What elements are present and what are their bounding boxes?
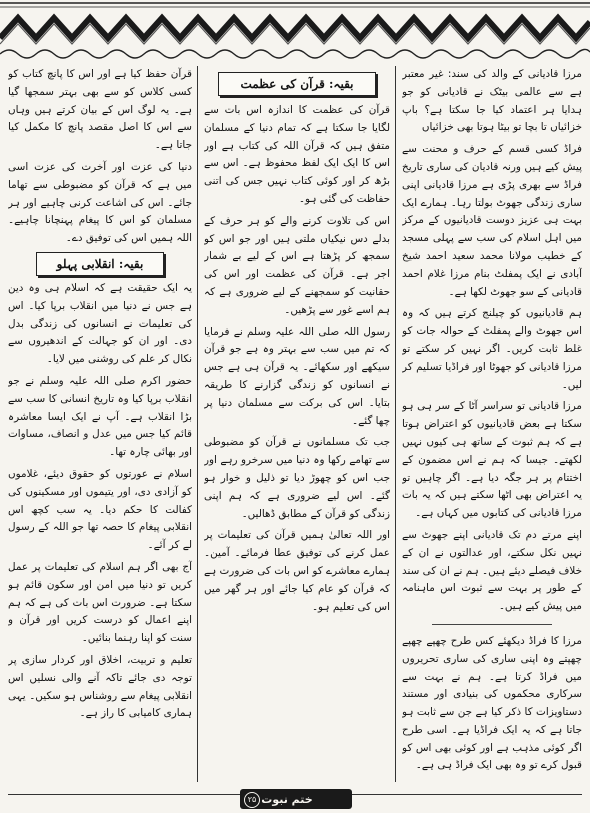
middle-column <box>204 66 390 782</box>
left-column <box>8 66 192 782</box>
paragraph: رسول اللہ صلی اللہ علیہ وسلم نے فرمایا کہ تم میں سب سے بہتر وہ ہے جو قرآن سیکھے اور سکھائے۔ یہ قرآن ہی ہے جس نے انسانوں کو زندگی گزارنے کا طریقہ بتایا۔ اس کی برکت سے مسلمان دنیا پر چھا گئے۔ <box>204 325 390 427</box>
paragraph: دنیا کی عزت اور آخرت کی عزت اسی میں ہے کہ قرآن کو مضبوطی سے تھاما جائے۔ اس کی اشاعت کرنی چاہیے اور ہر مسلمان کو اس کا پیغام پہنچانا چاہیے۔ اللہ ہمیں اس کی توفیق دے۔ <box>8 160 192 245</box>
zigzag-header-ornament <box>0 0 590 62</box>
paragraph: اور اللہ تعالیٰ ہمیں قرآن کی تعلیمات پر عمل کرنے کی توفیق عطا فرمائے۔ آمین۔ ہمارے معاشرے کو اس بات کی ضرورت ہے کہ قرآن کو عام کیا جائے اور ہر گھر میں اس کی تعلیم ہو۔ <box>204 529 390 613</box>
paragraph: یہ ایک حقیقت ہے کہ اسلام ہی وہ دین ہے جس نے دنیا میں انقلاب برپا کیا۔ اس کی تعلیمات نے انسانوں کی زندگی بدل دی۔ اور ان کو جہالت کے اندھیروں سے نکال کر علم کی روشنی میں لایا۔ <box>8 281 192 366</box>
paragraph: تعلیم و تربیت، اخلاق اور کردار سازی پر توجہ دی جائے تاکہ آنے والی نسلیں اس انقلابی پیغام سے روشناس ہو سکیں۔ یہی ہماری کامیابی کا راز ہے۔ <box>8 653 192 720</box>
column-rule <box>395 66 396 782</box>
column-rule <box>197 66 198 782</box>
paragraph: قرآن حفظ کیا ہے اور اس کا پانچ کتاب کو کسی کلاس کو سے بھی بہتر سمجھا گیا ہے۔ یہ لوگ اس کے بیان کرتے ہیں وہاں سے اس کا اصل مقصد پانچ کا مکمل کیا جاتا ہے۔ <box>8 68 192 152</box>
paragraph: اسلام نے عورتوں کو حقوق دیئے، غلاموں کو آزادی دی، اور یتیموں اور مسکینوں کی کفالت کا حکم دیا۔ یہ سب کچھ اس انقلابی پیغام کا حصہ تھا جو اللہ کے رسول لے کر آئے۔ <box>8 467 192 552</box>
paragraph: آج بھی اگر ہم اسلام کی تعلیمات پر عمل کریں تو دنیا میں امن اور سکون قائم ہو سکتا ہے۔ ضرورت اس بات کی ہے کہ ہم اپنے اعمال کو درست کریں اور قرآن و سنت کو اپنا رہنما بنائیں۔ <box>8 560 192 645</box>
paragraph: مرزا کا فراڈ دیکھئے کس طرح چھپے چھپے چھپتے وہ اپنی ساری کی ساری تحریروں میں فراڈ کرتا ہے۔ ہم نے بہت سے سرکاری محکموں کی بنیادی اور مستند دستاویزات کا ذکر کیا ہے جن سے ثابت ہو جاتا ہے کہ یہ ایک فراڈیا ہے۔ اسی طرح اگر کوئی مذہب ہے اور کوئی بھی اس کو قبول کرے تو وہ بھی ایک فراڈ ہی ہے۔ <box>402 634 582 772</box>
paragraph: قرآن کی عظمت کا اندازہ اس بات سے لگایا جا سکتا ہے کہ تمام دنیا کے مسلمان متفق ہیں کہ قرآن اللہ کی کتاب ہے اور اس کا ایک ایک لفظ محفوظ ہے۔ اس سے بڑھ کر اور کوئی کتاب نہیں جس کی اتنی حفاظت کی گئی ہو۔ <box>204 104 390 205</box>
page-number: ۲۵ <box>244 792 260 808</box>
paragraph: جب تک مسلمانوں نے قرآن کو مضبوطی سے تھامے رکھا وہ دنیا میں سرخرو رہے اور جب اس کو چھوڑ دیا تو ذلیل و خوار ہو گئے۔ اس لیے ضروری ہے کہ ہم اپنی زندگی کو قرآن کے مطابق ڈھالیں۔ <box>204 436 390 520</box>
paragraph: ہم قادیانیوں کو چیلنج کرتے ہیں کہ وہ اس جھوٹ والے پمفلٹ کے حوالہ جات کو غلط ثابت کریں۔ اگر نہیں کر سکتے تو مرزا قادیانی کو جھوٹا اور فراڈیا تسلیم کر لیں۔ <box>402 307 582 391</box>
paragraph: مرزا قادیانی کے والد کی سند: غیر معتبر ہے سے عالمی بیٹک نے قادیانی کو جو ہدایا ہر اعتماد کیا جا سکتا ہے؟ باپ خزائیاں تا بچا تو بیٹا ہوتا بھی خزائیاں <box>402 68 582 134</box>
paragraph: اپنے مرتے دم تک قادیانی اپنے جھوٹ سے نہیں نکل سکتے، اور عدالتوں نے ان کے خلاف فیصلے دیئے ہیں۔ ہم نے ان کی سند کے طور پر بہت سے ثبوت اس ماہنامہ میں پیش کیے ہیں۔ <box>402 528 582 613</box>
right-column <box>402 66 582 782</box>
magazine-title: ختم نبوت <box>261 792 313 806</box>
paragraph: مرزا قادیانی تو سراسر آٹا کے سر ہی ہو سکتا ہے بعض قادیانیوں کو اعتراض ہوتا ہے کہ ہم ثبوت کے ساتھ ہی کیوں نہیں لکھتے۔ جیسا کہ ہم نے اس مضمون کے اختتام پر ہر جگہ دیا ہے۔ اگر چاہیں تو یہ اعتراض بھی اٹھا سکتے ہیں کہ یہ بات مرزا قادیانی کی کتابوں میں کہاں ہے۔ <box>402 400 582 520</box>
article-heading-revolution: بقیہ: انقلابی پہلو <box>36 252 164 276</box>
paragraph: اس کی تلاوت کرنے والے کو ہر حرف کے بدلے دس نیکیاں ملتی ہیں اور جو اس کو سمجھ کر پڑھتا ہے اس کے لیے بے شمار اجر ہے۔ قرآن کی عظمت اور اس کی حقانیت کو سمجھنے کے لیے ضروری ہے کہ ہم اسے غور سے پڑھیں۔ <box>204 214 390 316</box>
paragraph: حضور اکرم صلی اللہ علیہ وسلم نے جو انقلاب برپا کیا وہ تاریخ انسانی کا سب سے بڑا انقلاب ہے۔ آپ نے ایک ایسا معاشرہ قائم کیا جس میں عدل و انصاف، مساوات اور بھائی چارہ تھا۔ <box>8 374 192 459</box>
section-divider <box>432 624 552 625</box>
three-column-article-page <box>8 66 582 786</box>
paragraph: فراڈ کسی قسم کے حرف و محنت سے پیش کیے ہیں ورنہ قادیان کی ساری تاریخ فراڈ سے بھری پڑی ہے مرزا قادیانی اپنی ساری زندگی جھوٹ بولتا رہا۔ ہمارے ایک بہت ہی عزیز دوست قادیانیوں کے مرکز میں اہل اسلام کی سب سے پہلی مسجد کے خطیب مولانا محمد سعید احمد شیخ آبادی نے ایک پمفلٹ بنام مرزا غلام احمد قادیانی کے سو جھوٹ لکھا ہے۔ <box>402 143 582 298</box>
article-heading-quran: بقیہ: قرآن کی عظمت <box>218 72 376 96</box>
